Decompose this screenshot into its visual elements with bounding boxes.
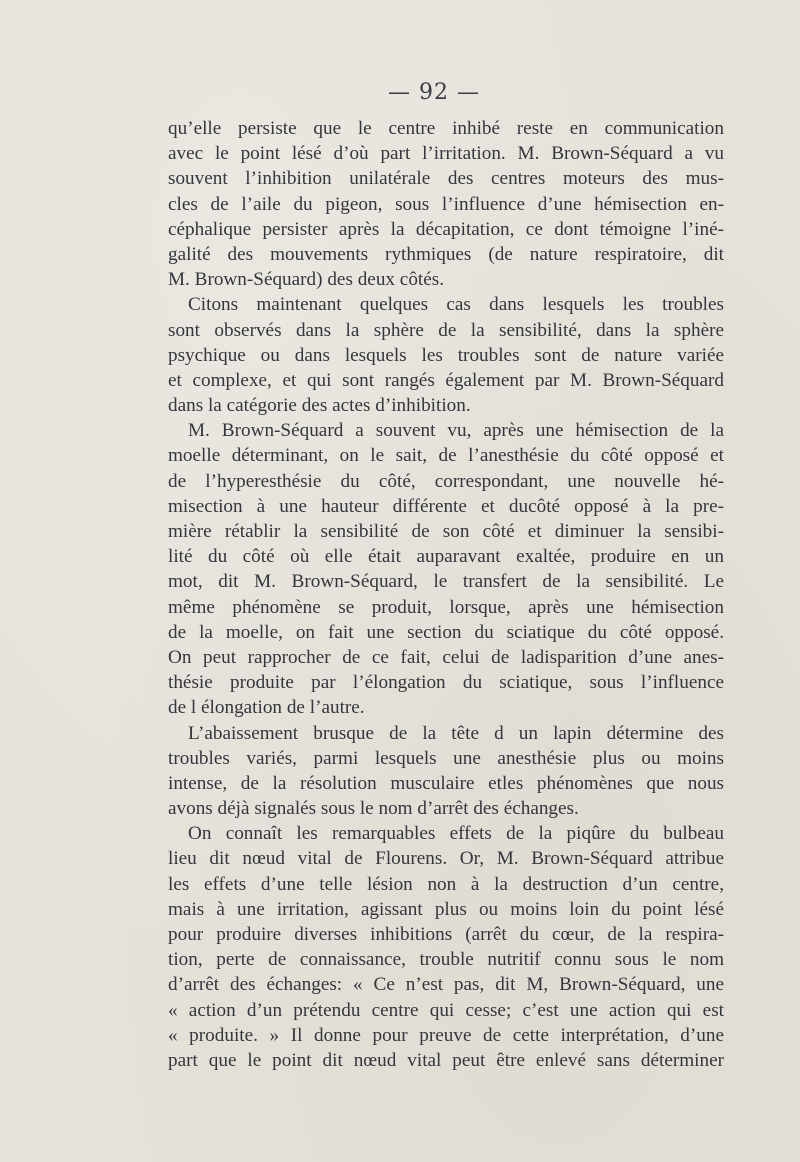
text-line: souvent l’inhibition unilatérale des centres moteurs des mus- (168, 168, 724, 190)
text-line: tion, perte de connaissance, trouble nutritif connu sous le nom (168, 949, 724, 971)
text-line: lité du côté où elle était auparavant exaltée, produire en un (168, 546, 724, 568)
text-line: part que le point dit nœud vital peut être enlevé sans déterminer (168, 1049, 724, 1071)
text-line: mais à une irritation, agissant plus ou moins loin du point lésé (168, 898, 724, 920)
text-line: On peut rapprocher de ce fait, celui de ladisparition d’une anes- (168, 646, 724, 668)
text-line: de la moelle, on fait une section du sciatique du côté opposé. (168, 621, 724, 643)
text-line: les effets d’une telle lésion non à la destruction d’un centre, (168, 873, 724, 895)
text-line: cles de l’aile du pigeon, sous l’influence d’une hémisection en- (168, 193, 724, 215)
text-line: céphalique persister après la décapitation, ce dont témoigne l’iné- (168, 218, 724, 240)
text-line: mière rétablir la sensibilité de son côté et diminuer la sensibi- (168, 521, 724, 542)
text-line: même phénomène se produit, lorsque, après une hémisection (168, 596, 724, 618)
text-line: et complexe, et qui sont rangés également par M. Brown-Séquard (168, 369, 724, 391)
text-line: « produite. » Il donne pour preuve de cette interprétation, d’une (168, 1024, 724, 1046)
text-line: troubles variés, parmi lesquels une anesthésie plus ou moins (168, 747, 724, 769)
text-line: Citons maintenant quelques cas dans lesquels les troubles (188, 294, 724, 316)
text-line: thésie produite par l’élongation du sciatique, sous l’influence (168, 672, 724, 694)
text-line: qu’elle persiste que le centre inhibé reste en communication (168, 118, 724, 139)
text-line: dans la catégorie des actes d’inhibition. (168, 395, 471, 417)
text-line: lieu dit nœud vital de Flourens. Or, M. Brown-Séquard attribue (168, 848, 724, 870)
text-line: On connaît les remarquables effets de la piqûre du bulbeau (188, 823, 724, 845)
body-text (168, 116, 724, 1073)
page-number: — 92 — (388, 80, 480, 105)
text-line: de l élongation de l’autre. (168, 697, 365, 719)
text-line: d’arrêt des échanges: « Ce n’est pas, dit M, Brown-Séquard, une (168, 974, 724, 996)
text-line: sont observés dans la sphère de la sensibilité, dans la sphère (168, 319, 724, 341)
text-line: psychique ou dans lesquels les troubles sont de nature variée (168, 344, 724, 366)
text-line: M. Brown-Séquard) des deux côtés. (168, 269, 445, 291)
text-line: moelle déterminant, on le sait, de l’anesthésie du côté opposé et (168, 445, 724, 467)
text-line: L’abaissement brusque de la tête d un lapin détermine des (188, 722, 724, 744)
text-line: intense, de la résolution musculaire etles phénomènes que nous (168, 772, 724, 794)
text-line: « action d’un prétendu centre qui cesse; c’est une action qui est (168, 999, 724, 1021)
text-line: pour produire diverses inhibitions (arrêt du cœur, de la respira- (168, 924, 724, 945)
text-line: avec le point lésé d’où part l’irritation. M. Brown-Séquard a vu (168, 143, 724, 165)
text-line: de l’hyperesthésie du côté, correspondant, une nouvelle hé- (168, 470, 724, 492)
text-line: M. Brown-Séquard a souvent vu, après une hémisection de la (188, 420, 724, 442)
text-line: mot, dit M. Brown-Séquard, le transfert de la sensibilité. Le (168, 571, 724, 593)
text-line: galité des mouvements rythmiques (de nature respiratoire, dit (168, 243, 724, 265)
text-line: misection à une hauteur différente et ducôté opposé à la pre- (168, 495, 724, 517)
text-line: avons déjà signalés sous le nom d’arrêt des échanges. (168, 798, 579, 820)
